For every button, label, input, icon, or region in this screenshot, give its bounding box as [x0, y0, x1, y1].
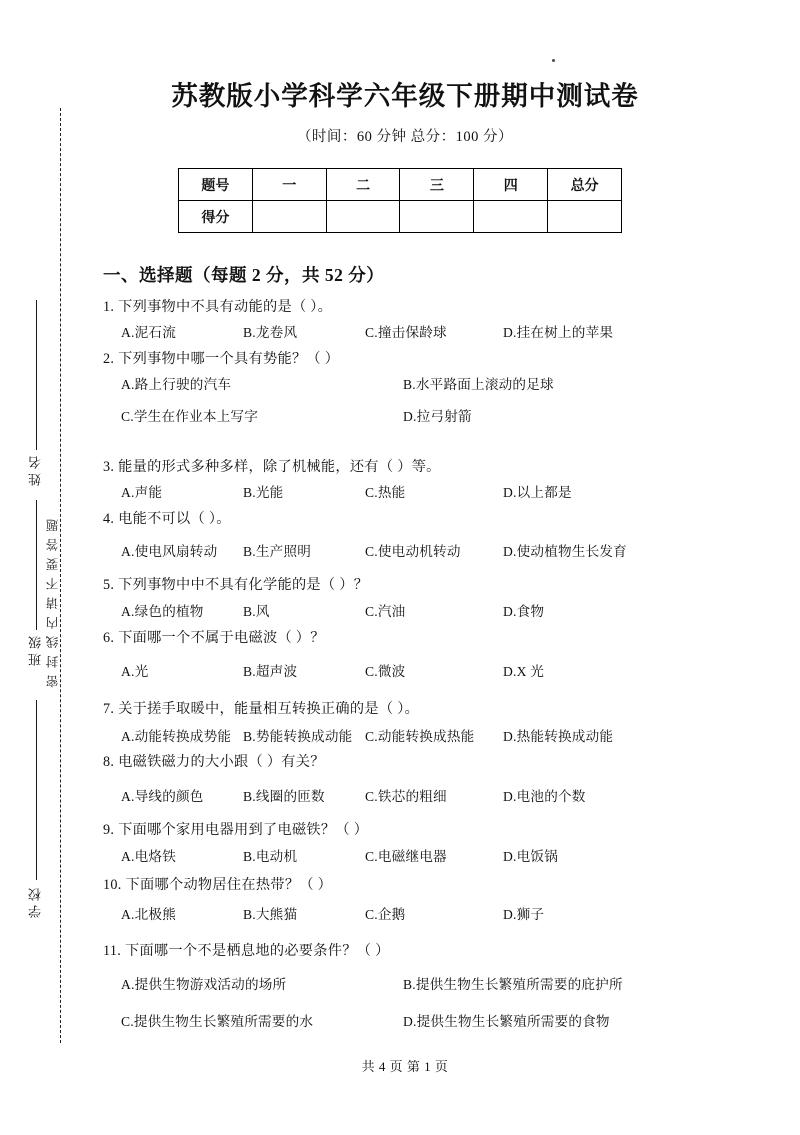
- question-stem-text: 下面哪一个不是栖息地的必要条件？（ ）: [121, 943, 390, 959]
- question-stem: [103, 755, 325, 769]
- question-option[interactable]: A.动能转换成势能: [121, 729, 232, 744]
- question-option[interactable]: C.汽油: [365, 604, 406, 619]
- question-option[interactable]: B.风: [243, 604, 270, 619]
- question-stem-text: 电能不可以（ ）。: [114, 511, 231, 527]
- question-option[interactable]: C.热能: [365, 485, 406, 500]
- question-option[interactable]: B.生产照明: [243, 544, 312, 559]
- question-option[interactable]: B.光能: [243, 485, 284, 500]
- question-option[interactable]: A.光: [121, 664, 149, 679]
- question-stem-text: 下列事物中不具有动能的是（ ）。: [114, 299, 333, 315]
- score-table-header-3: 三: [400, 169, 474, 201]
- question-option[interactable]: A.声能: [121, 485, 163, 500]
- question-option[interactable]: C.电磁继电器: [365, 849, 447, 864]
- question-option[interactable]: D.电池的个数: [503, 789, 586, 804]
- question-option[interactable]: A.路上行驶的汽车: [121, 377, 232, 392]
- question-option[interactable]: C.使电动机转动: [365, 544, 461, 559]
- section-one-title: 一、选择题（每题 2 分，共 52 分）: [103, 265, 385, 285]
- seal-margin: [0, 0, 95, 1135]
- question-stem: [103, 578, 368, 592]
- question-option[interactable]: B.超声波: [243, 664, 298, 679]
- question-stem: [103, 878, 332, 892]
- school-field-label: 学校: [28, 884, 43, 918]
- name-field-rule: [36, 300, 37, 450]
- question-option[interactable]: A.电烙铁: [121, 849, 176, 864]
- question-option[interactable]: A.北极熊: [121, 907, 176, 922]
- school-field-rule: [36, 700, 37, 880]
- question-number: 11.: [103, 943, 122, 959]
- question-stem: [103, 460, 441, 474]
- score-table-header-4: 四: [474, 169, 548, 201]
- question-stem: [103, 702, 419, 716]
- table-row-scores: [179, 201, 622, 233]
- question-option[interactable]: D.热能转换成动能: [503, 729, 614, 744]
- question-option[interactable]: D.提供生物生长繁殖所需要的食物: [403, 1014, 610, 1029]
- class-field-rule: [36, 500, 37, 630]
- page-mark-dot: [552, 59, 555, 62]
- question-option[interactable]: B.水平路面上滚动的足球: [403, 377, 554, 392]
- score-cell-total[interactable]: [548, 201, 622, 233]
- question-option[interactable]: A.导线的颜色: [121, 789, 204, 804]
- page-title: 苏教版小学科学六年级下册期中测试卷: [171, 81, 639, 111]
- question-option[interactable]: A.泥石流: [121, 325, 176, 340]
- question-option[interactable]: A.使电风扇转动: [121, 544, 218, 559]
- question-number: 5.: [103, 577, 115, 593]
- question-option[interactable]: B.势能转换成动能: [243, 729, 353, 744]
- class-field-label: 班级: [28, 632, 43, 666]
- question-option[interactable]: A.绿色的植物: [121, 604, 204, 619]
- score-table-header-total: 总分: [548, 169, 622, 201]
- question-option[interactable]: D.电饭锅: [503, 849, 558, 864]
- question-option[interactable]: D.拉弓射箭: [403, 409, 472, 424]
- score-table-row-label-question: 题号: [179, 169, 253, 201]
- score-cell-2[interactable]: [326, 201, 400, 233]
- question-stem: [103, 300, 332, 314]
- question-stem: [103, 352, 339, 366]
- question-stem-text: 能量的形式多种多样，除了机械能，还有（ ）等。: [114, 459, 441, 475]
- question-number: 3.: [103, 459, 115, 475]
- question-option[interactable]: C.撞击保龄球: [365, 325, 447, 340]
- question-option[interactable]: B.龙卷风: [243, 325, 298, 340]
- question-number: 1.: [103, 299, 115, 315]
- question-number: 4.: [103, 511, 115, 527]
- question-stem-text: 下面哪个家用电器用到了电磁铁？（ ）: [114, 822, 369, 838]
- score-cell-4[interactable]: [474, 201, 548, 233]
- question-stem: [103, 823, 368, 837]
- question-option[interactable]: B.提供生物生长繁殖所需要的庇护所: [403, 977, 623, 992]
- seal-instruction-text: 密封线内请不要答题: [46, 512, 60, 688]
- question-option[interactable]: A.提供生物游戏活动的场所: [121, 977, 287, 992]
- score-cell-3[interactable]: [400, 201, 474, 233]
- page-body: [95, 0, 800, 1135]
- question-option[interactable]: D.以上都是: [503, 485, 572, 500]
- question-stem-text: 下面哪一个不属于电磁波（ ）？: [114, 630, 325, 646]
- question-number: 7.: [103, 701, 115, 717]
- question-option[interactable]: B.线圈的匝数: [243, 789, 325, 804]
- score-cell-1[interactable]: [252, 201, 326, 233]
- question-stem-text: 下列事物中哪一个具有势能？（ ）: [114, 351, 340, 367]
- score-table-header-1: 一: [252, 169, 326, 201]
- question-option[interactable]: D.狮子: [503, 907, 545, 922]
- question-option[interactable]: B.大熊猫: [243, 907, 298, 922]
- question-stem-text: 下面哪个动物居住在热带？（ ）: [121, 877, 333, 893]
- question-stem: [103, 631, 325, 645]
- question-option[interactable]: C.铁芯的粗细: [365, 789, 447, 804]
- question-number: 9.: [103, 822, 115, 838]
- question-option[interactable]: D.食物: [503, 604, 545, 619]
- question-number: 2.: [103, 351, 115, 367]
- question-option[interactable]: D.X 光: [503, 664, 545, 679]
- score-table-row-label-score: 得分: [179, 201, 253, 233]
- table-row-question-numbers: [179, 169, 622, 201]
- page-subtitle: （时间：60 分钟 总分：100 分）: [296, 129, 514, 145]
- question-option[interactable]: C.动能转换成热能: [365, 729, 475, 744]
- question-option[interactable]: C.学生在作业本上写字: [121, 409, 259, 424]
- question-stem: [103, 512, 231, 526]
- score-table: [178, 168, 622, 233]
- question-option[interactable]: B.电动机: [243, 849, 298, 864]
- question-number: 10.: [103, 877, 122, 893]
- question-option[interactable]: C.提供生物生长繁殖所需要的水: [121, 1014, 314, 1029]
- name-field-label: 姓名: [28, 452, 43, 486]
- page-footer: 共 4 页 第 1 页: [361, 1059, 449, 1074]
- question-stem-text: 电磁铁磁力的大小跟（ ）有关？: [114, 754, 325, 770]
- question-stem-text: 下列事物中中不具有化学能的是（ ）？: [114, 577, 369, 593]
- question-number: 6.: [103, 630, 115, 646]
- question-option[interactable]: C.微波: [365, 664, 406, 679]
- question-stem-text: 关于搓手取暖中，能量相互转换正确的是（ ）。: [114, 701, 420, 717]
- question-number: 8.: [103, 754, 115, 770]
- question-option[interactable]: D.使动植物生长发育: [503, 544, 627, 559]
- question-option[interactable]: D.挂在树上的苹果: [503, 325, 614, 340]
- question-option[interactable]: C.企鹅: [365, 907, 406, 922]
- question-stem: [103, 944, 390, 958]
- score-table-header-2: 二: [326, 169, 400, 201]
